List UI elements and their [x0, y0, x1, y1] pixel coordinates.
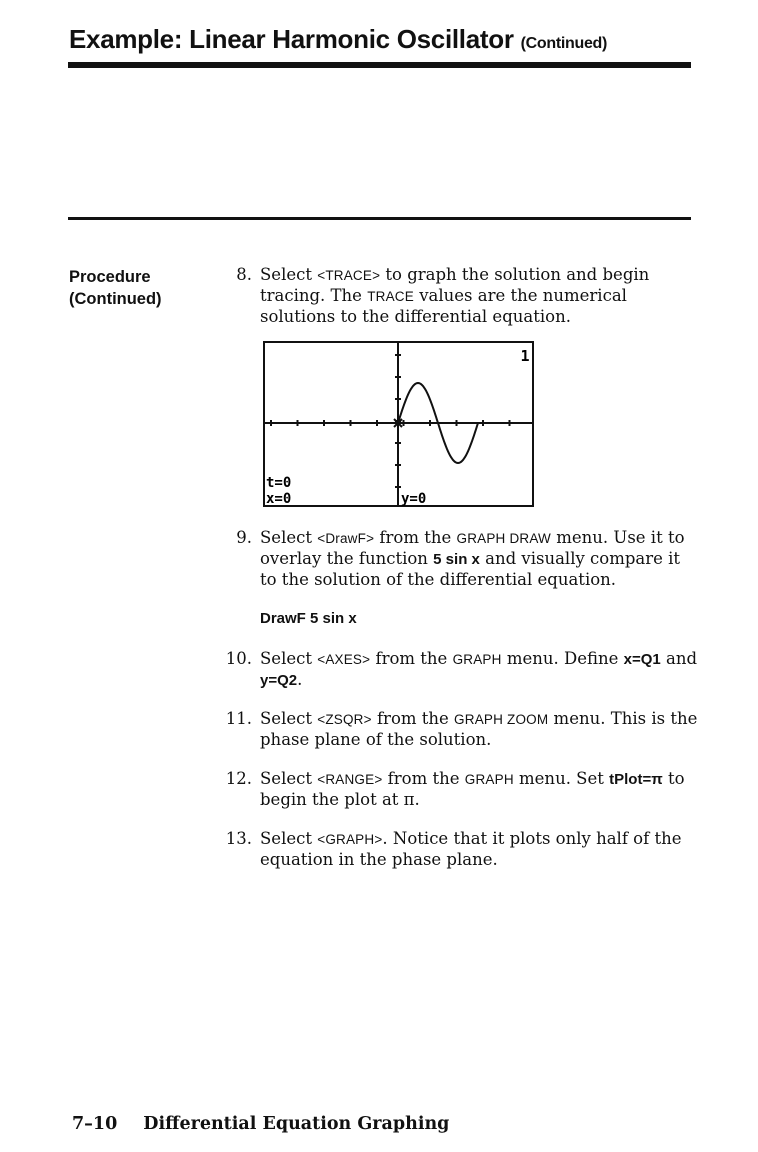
- side-heading-line2: (Continued): [69, 290, 162, 308]
- step-text-part: menu. Set: [513, 769, 610, 788]
- step-text-part: from the: [370, 649, 453, 668]
- step-text: [260, 709, 700, 750]
- t-readout: t=0: [266, 475, 292, 491]
- step-text-part: Select: [260, 829, 318, 848]
- function-5sinx: 5 sin x: [433, 551, 480, 568]
- step-text-part: values are the numerical solutions to the differential equation.: [260, 286, 627, 326]
- section-title: Differential Equation Graphing: [143, 1114, 450, 1134]
- page-number: 7–10: [72, 1114, 118, 1134]
- step-text-part: from the: [371, 709, 455, 728]
- header-rule: [68, 62, 691, 68]
- step-text-part: menu. Define: [501, 649, 624, 668]
- step-number: 8.: [236, 265, 252, 284]
- step-text-part: from the: [374, 528, 457, 547]
- side-heading-line1: Procedure: [69, 268, 151, 286]
- key-range: <RANGE>: [317, 772, 383, 787]
- step-text-part: Select: [260, 528, 318, 547]
- step-number: 11.: [225, 709, 252, 728]
- page-title-text: Example: Linear Harmonic Oscillator: [69, 24, 514, 54]
- key-trace: <TRACE>: [317, 268, 381, 283]
- step-text-part: Select: [260, 649, 318, 668]
- step-text-part: Select: [260, 265, 318, 284]
- step-number: 13.: [225, 829, 252, 848]
- menu-graph: GRAPH: [452, 652, 502, 667]
- step-text: [260, 528, 700, 590]
- step-number: 10.: [225, 649, 252, 668]
- step-text-part: and: [660, 649, 698, 668]
- trace-indicator: 1: [520, 347, 530, 365]
- step-text-part: menu. Use it to overlay the function: [260, 528, 685, 568]
- side-heading: [69, 266, 162, 310]
- calculator-screen: [263, 341, 534, 507]
- def-x: x=Q1: [623, 651, 661, 668]
- key-axes: <AXES>: [317, 652, 371, 667]
- menu-graph-draw: GRAPH DRAW: [456, 531, 552, 546]
- section-rule: [68, 217, 691, 220]
- key-graph: <GRAPH>: [317, 832, 383, 847]
- step-text: [260, 649, 700, 691]
- step-text-part: to graph the solution and begin tracing. The: [260, 265, 650, 305]
- step-text: [260, 829, 700, 870]
- key-zsqr: <ZSQR>: [317, 712, 372, 727]
- step-text-part: from the: [382, 769, 465, 788]
- x-readout: x=0: [266, 491, 292, 507]
- step-text: [260, 265, 700, 327]
- step-text-part: and visually compare it to the solution of the differential equation.: [260, 549, 681, 589]
- y-readout: y=0: [401, 491, 427, 507]
- page-footer: [72, 1114, 449, 1134]
- step-text-part: Select: [260, 709, 318, 728]
- key-drawf: <DrawF>: [317, 531, 375, 546]
- menu-graph: GRAPH: [464, 772, 514, 787]
- menu-graph-zoom: GRAPH ZOOM: [454, 712, 549, 727]
- page-title: [69, 24, 607, 55]
- step-number: 9.: [236, 528, 252, 547]
- step-text-part: .: [297, 670, 303, 689]
- step-text-part: Select: [260, 769, 318, 788]
- step-text-part: to begin the plot at π.: [260, 769, 685, 809]
- step-text-part: . Notice that it plots only half of the equation in the phase plane.: [260, 829, 682, 869]
- step-text-part: menu. This is the phase plane of the solution.: [260, 709, 698, 749]
- key-trace-ref: TRACE: [367, 289, 414, 304]
- step-number: 12.: [225, 769, 252, 788]
- step-text: [260, 769, 700, 810]
- page-title-continued: (Continued): [520, 35, 608, 52]
- command-line: DrawF 5 sin x: [260, 610, 357, 627]
- tplot-setting: tPlot=π: [609, 771, 663, 788]
- def-y: y=Q2: [260, 672, 298, 689]
